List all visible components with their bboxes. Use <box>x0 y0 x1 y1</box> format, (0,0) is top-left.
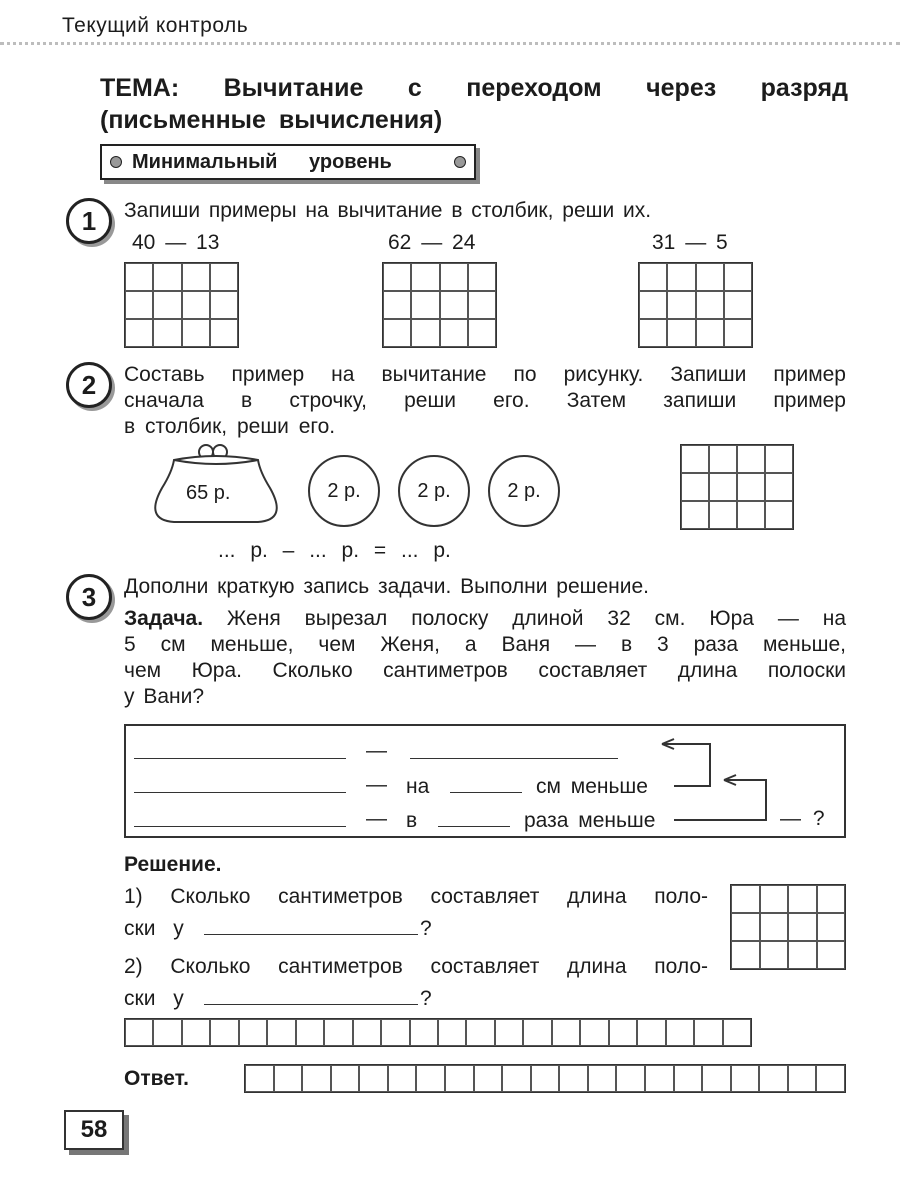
answer-label: Ответ. <box>124 1067 189 1090</box>
problem-line-4: у Вани? <box>124 685 205 708</box>
task-2-line-1: Составь пример на вычитание по рисунку. Запиши пример <box>124 363 846 386</box>
task-3-instruction: Дополни краткую запись задачи. Выполни решение. <box>124 575 649 598</box>
coin-icon: 2 р. <box>488 455 560 527</box>
name-input-line[interactable] <box>134 792 346 793</box>
coin-icon: 2 р. <box>308 455 380 527</box>
question-1-line-2: ски у <box>124 917 184 940</box>
section-header: Текущий контроль <box>62 14 249 37</box>
title-line-2: (письменные вычисления) <box>100 106 443 134</box>
question-mark: ? <box>420 987 432 1010</box>
answer-grid[interactable] <box>382 262 497 348</box>
problem-line-1: Задача. Женя вырезал полоску длиной 32 см. Юра — на <box>124 607 846 630</box>
answer-input-line[interactable] <box>204 1004 418 1005</box>
answer-grid[interactable] <box>124 262 239 348</box>
problem-label: Задача. <box>124 607 204 630</box>
answer-cell-row[interactable] <box>124 1018 752 1047</box>
level-badge <box>100 144 476 180</box>
page-title <box>100 72 848 136</box>
record-dash: — <box>366 807 387 830</box>
task-1-example-3: 31 — 5 <box>652 231 728 254</box>
record-question: — ? <box>780 807 825 830</box>
answer-grid[interactable] <box>638 262 753 348</box>
answer-input-line[interactable] <box>204 934 418 935</box>
task-2-line-3: в столбик, реши его. <box>124 415 336 438</box>
length-input-line[interactable] <box>410 758 618 759</box>
task-1-example-1: 40 — 13 <box>132 231 220 254</box>
record-dash: — <box>366 773 387 796</box>
record-dash: — <box>366 739 387 762</box>
task-2-number: 2 <box>66 362 112 408</box>
task-1-number: 1 <box>66 198 112 244</box>
record-in: в <box>406 809 418 832</box>
record-on: на <box>406 775 430 798</box>
value-input-line[interactable] <box>438 826 510 827</box>
level-label: Минимальный уровень <box>132 150 392 173</box>
bullet-icon <box>454 156 466 168</box>
answer-cell-row[interactable] <box>244 1064 846 1093</box>
question-mark: ? <box>420 917 432 940</box>
purse-label: 65 р. <box>186 482 231 504</box>
task-2-line-2: сначала в строчку, реши его. Затем запиши пример <box>124 389 846 412</box>
problem-line-3: чем Юра. Сколько сантиметров составляет длина полоски <box>124 659 846 682</box>
task-1-example-2: 62 — 24 <box>388 231 476 254</box>
equation-template: ... р. – ... р. = ... р. <box>218 539 451 562</box>
question-2-line-2: ски у <box>124 987 184 1010</box>
bracket-arrows <box>620 730 780 830</box>
value-input-line[interactable] <box>450 792 522 793</box>
answer-grid[interactable] <box>680 444 794 530</box>
bullet-icon <box>110 156 122 168</box>
header-divider <box>0 42 900 45</box>
name-input-line[interactable] <box>134 826 346 827</box>
record-cm-less: см меньше <box>536 775 648 798</box>
task-1-instruction: Запиши примеры на вычитание в столбик, реши их. <box>124 199 652 222</box>
page-number: 58 <box>64 1110 124 1150</box>
question-1-line-1: 1) Сколько сантиметров составляет длина поло- <box>124 885 708 908</box>
answer-grid[interactable] <box>730 884 846 970</box>
question-2-line-1: 2) Сколько сантиметров составляет длина поло- <box>124 955 708 978</box>
problem-line-2: 5 см меньше, чем Женя, а Ваня — в 3 раза меньше, <box>124 633 846 656</box>
task-3-number: 3 <box>66 574 112 620</box>
solution-label: Решение. <box>124 853 222 876</box>
coin-icon: 2 р. <box>398 455 470 527</box>
title-line-1: ТЕМА: Вычитание с переходом через разряд <box>100 74 848 102</box>
name-input-line[interactable] <box>134 758 346 759</box>
record-times-less: раза меньше <box>524 809 656 832</box>
